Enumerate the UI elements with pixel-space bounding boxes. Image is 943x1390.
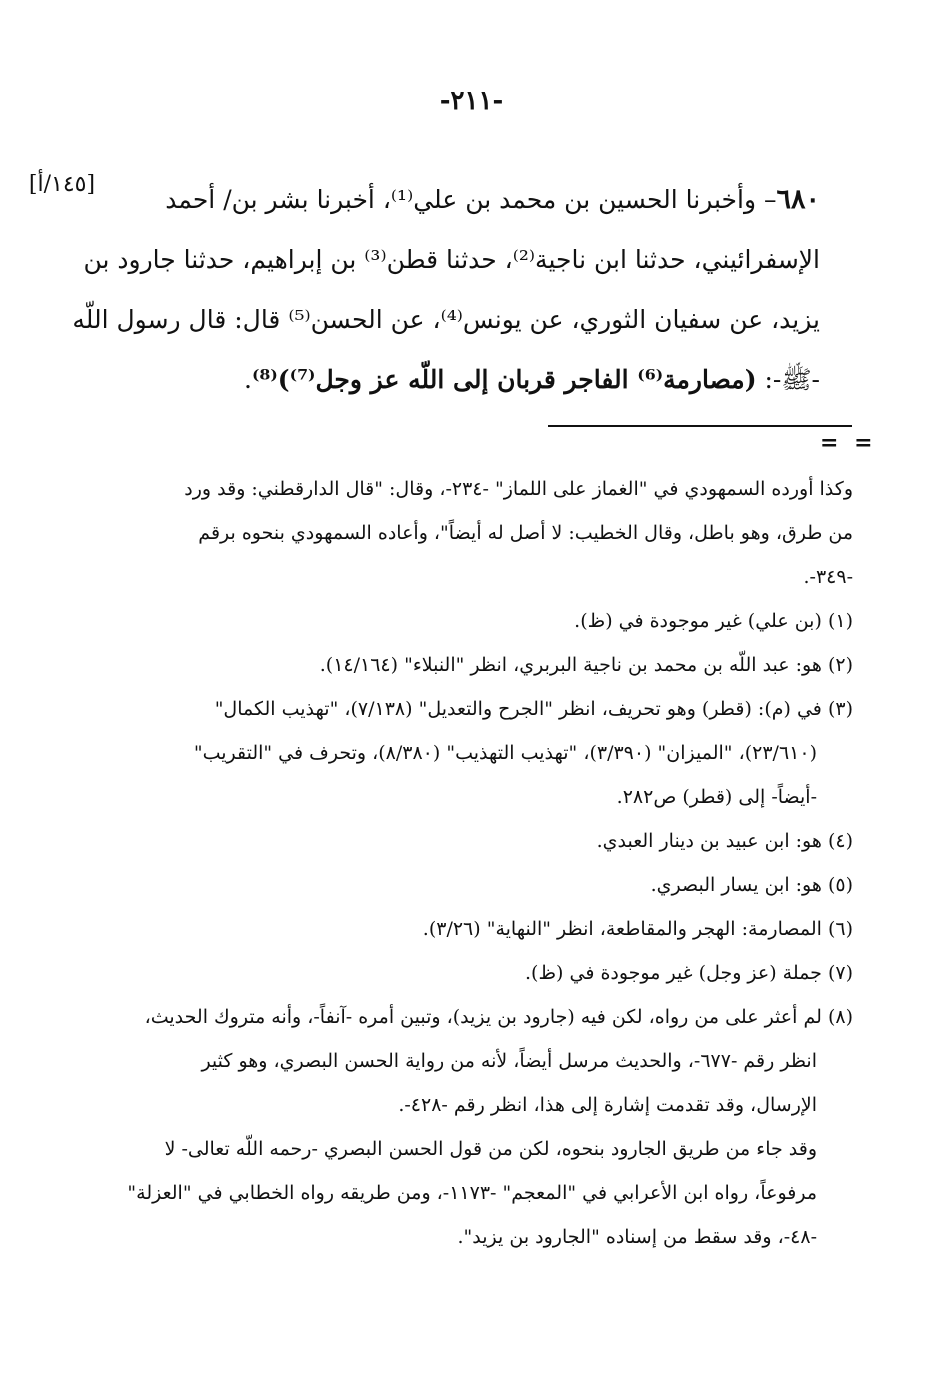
footnote-text: جملة (عز وجل) غير موجودة في (ظ).	[525, 962, 822, 984]
hadith-matn: (مصارمة⁽⁶⁾ الفاجر قربان إلى اللّه عز وجل⁽⁷⁾)⁽⁸⁾	[251, 365, 757, 394]
footnote-label: (٥)	[827, 874, 853, 896]
footnote-1	[108, 599, 853, 643]
footnote-4	[108, 819, 853, 863]
hadith-number: ٦٨٠	[776, 184, 820, 215]
hadith-line-4	[108, 350, 820, 410]
footnote-8-line-2: انظر رقم -٦٧٧-، والحديث مرسل أيضاً، لأنه من رواية الحسن البصري، وهو كثير	[201, 1050, 817, 1072]
footnote-5	[108, 863, 853, 907]
footnote-6	[108, 907, 853, 951]
footnote-label: (٨)	[827, 1006, 853, 1028]
footnote-8-line-3: الإرسال، وقد تقدمت إشارة إلى هذا، انظر رقم -٤٢٨-.	[398, 1094, 817, 1116]
hadith-line-4-prefix: -ﷺ-:	[756, 365, 820, 394]
footnote-text: هو: ابن يسار البصري.	[650, 874, 822, 896]
footnote-label: (٧)	[827, 962, 853, 984]
footnote-7	[108, 951, 853, 995]
footnote-3-line-3: -أيضاً- إلى (قطر) ص٢٨٢.	[616, 786, 817, 808]
continuation-mark: = =	[820, 430, 877, 456]
footnote-continuation-line-1: وكذا أورده السمهودي في "الغماز على اللماز" -٢٣٤-، وقال: "قال الدارقطني: وقد ورد	[184, 478, 853, 500]
footnote-label: (٤)	[827, 830, 853, 852]
footnote-text: في (م): (قطر) وهو تحريف، انظر "الجرح والتعديل" (٧/١٣٨)، "تهذيب الكمال"	[214, 698, 822, 720]
footnote-continuation-line-2: من طرق، وهو باطل، وقال الخطيب: لا أصل له أيضاً"، وأعاده السمهودي بنحوه برقم	[198, 522, 853, 544]
hadith-line-1-text: – وأخبرنا الحسين بن محمد بن علي⁽¹⁾، أخبرنا بشر بن/ أحمد	[165, 185, 777, 214]
footnote-label: (١)	[827, 610, 853, 632]
footnote-continuation-line-3: -٣٤٩-.	[803, 566, 853, 588]
footnote-label: (٦)	[827, 918, 853, 940]
footnote-8	[108, 995, 853, 1039]
footnote-text: هو: ابن عبيد بن دينار العبدي.	[596, 830, 822, 852]
hadith-line-2: الإسفرائيني، حدثنا ابن ناجية⁽²⁾، حدثنا قطن⁽³⁾ بن إبراهيم، حدثنا جارود بن	[83, 245, 820, 274]
footnote-text: لم أعثر على من رواه، لكن فيه (جارود بن يزيد)، وتبين أمره -آنفاً-، وأنه متروك الحديث،	[144, 1006, 822, 1028]
footnote-label: (٢)	[827, 654, 853, 676]
footnote-8-line-5: مرفوعاً، رواه ابن الأعرابي في "المعجم" -١١٧٣-، ومن طريقه رواه الخطابي في "العزلة"	[127, 1182, 817, 1204]
footnote-separator	[548, 425, 852, 427]
hadith-line-4-suffix: .	[244, 365, 252, 394]
footnote-8-line-6: -٤٨-، وقد سقط من إسناده "الجارود بن يزيد".	[457, 1226, 817, 1248]
footnote-text: هو: عبد اللّه بن محمد بن ناجية البربري، انظر "النبلاء" (١٤/١٦٤).	[319, 654, 822, 676]
footnote-8-line-4: وقد جاء من طريق الجارود بنحوه، لكن من قول الحسن البصري -رحمه اللّه تعالى- لا	[164, 1138, 817, 1160]
footnotes	[108, 467, 853, 1259]
page-number: -٢١١-	[439, 86, 504, 116]
hadith-line-1	[108, 170, 820, 230]
footnote-text: المصارمة: الهجر والمقاطعة، انظر "النهاية" (٣/٢٦).	[422, 918, 822, 940]
footnote-3-line-2: (٢٣/٦١٠)، "الميزان" (٣/٣٩٠)، "تهذيب التهذيب" (٨/٣٨٠)، وتحرف في "التقريب"	[193, 742, 817, 764]
footnote-3	[108, 687, 853, 731]
hadith-text	[72, 170, 820, 410]
footnote-text: (بن علي) غير موجودة في (ظ).	[574, 610, 822, 632]
footnote-2	[108, 643, 853, 687]
margin-reference: [١٤٥/أ]	[28, 172, 96, 197]
footnote-label: (٣)	[827, 698, 853, 720]
hadith-line-3: يزيد، عن سفيان الثوري، عن يونس⁽⁴⁾، عن الحسن⁽⁵⁾ قال: قال رسول اللّه	[72, 305, 820, 334]
